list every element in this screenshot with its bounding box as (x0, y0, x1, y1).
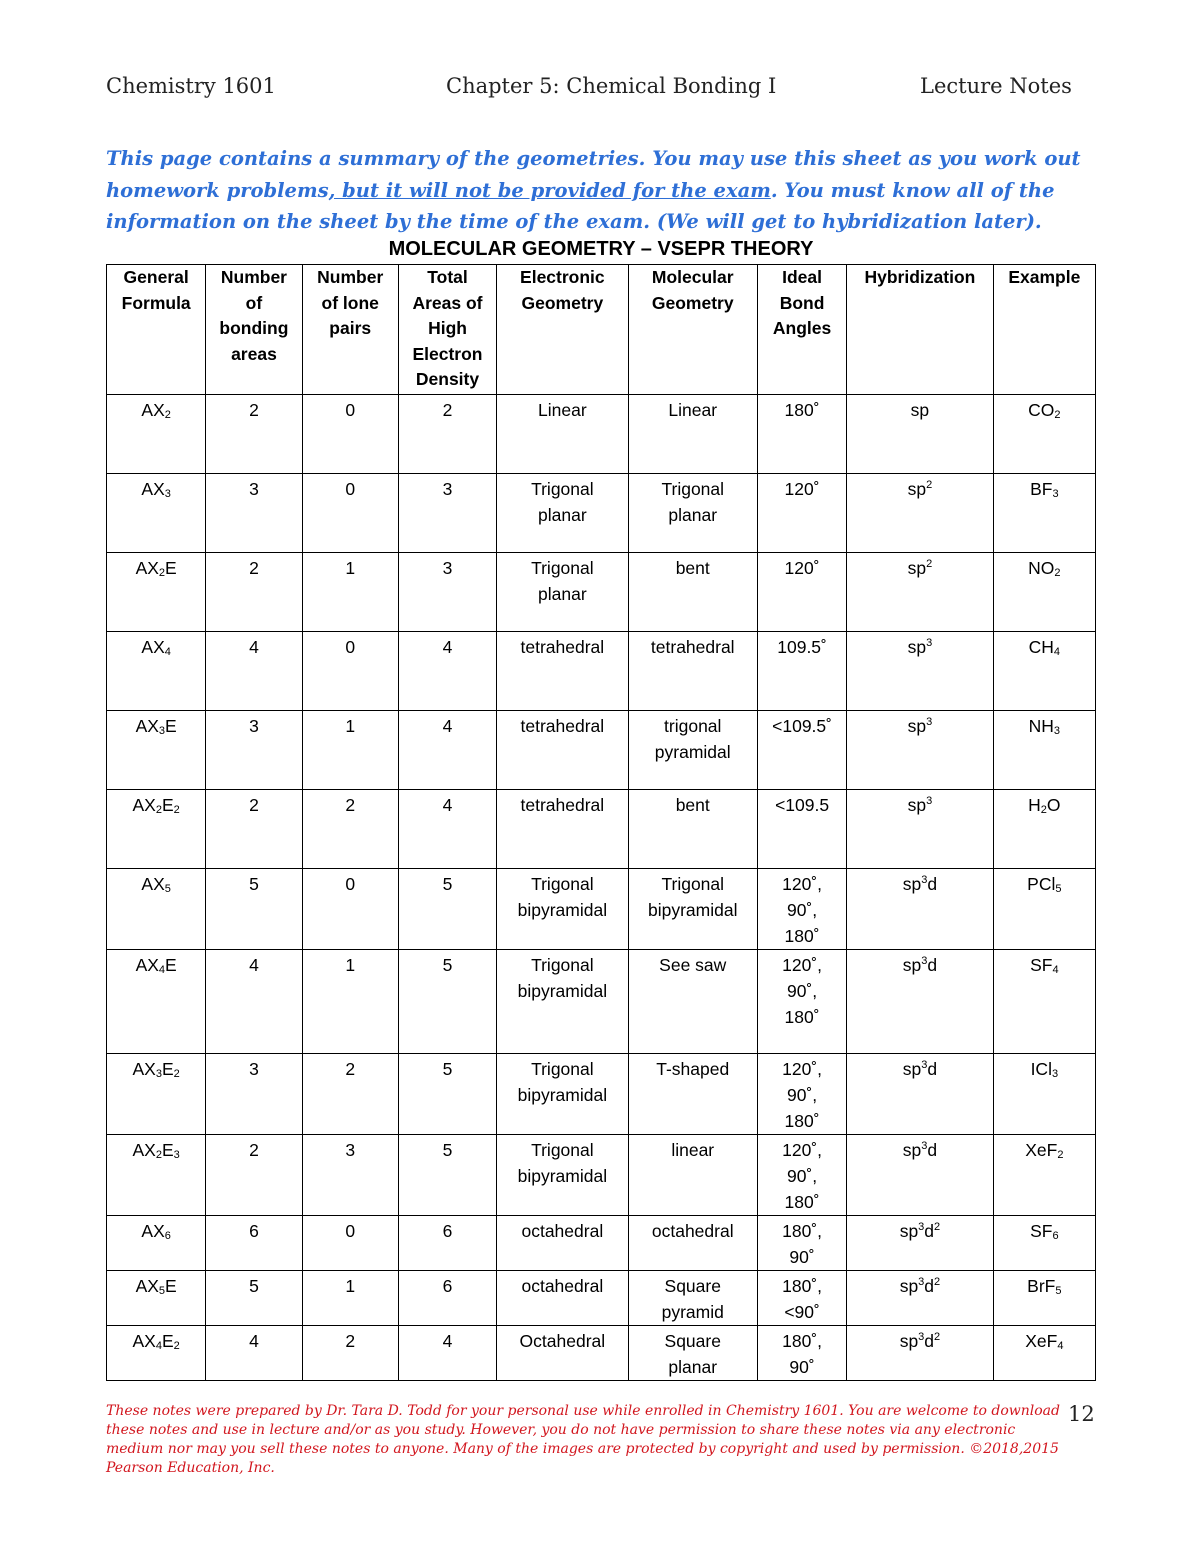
column-header-line: Areas of (412, 292, 483, 313)
electronic-geometry-cell: Trigonal bipyramidal (497, 950, 628, 1054)
column-header-line: Angles (772, 318, 832, 338)
bonding-areas-cell: 2 (206, 395, 302, 474)
hybridization-cell: $sp^2$ (847, 553, 993, 632)
bonding-areas-cell: 4 (206, 950, 302, 1054)
column-header-7 (757, 265, 846, 395)
table-title: MOLECULAR GEOMETRY – VSEPR THEORY (388, 238, 814, 260)
lone-pairs-cell: 1 (302, 711, 398, 790)
table-header-row (107, 265, 1096, 395)
column-header-line: of lone (321, 292, 379, 313)
total-areas-cell: 2 (398, 395, 496, 474)
bond-angles-cell: 120˚ (757, 553, 846, 632)
bond-angles-cell: 120˚ (757, 474, 846, 553)
page-number: 12 (1068, 1402, 1095, 1426)
electronic-geometry-cell: Linear (497, 395, 628, 474)
column-header-line: Total (427, 267, 468, 287)
bonding-areas-cell: 4 (206, 632, 302, 711)
table-row (107, 1216, 1096, 1271)
lone-pairs-cell: 0 (302, 395, 398, 474)
molecular-geometry-cell: Linear (628, 395, 757, 474)
bonding-areas-cell: 3 (206, 711, 302, 790)
column-header-line: areas (231, 343, 277, 364)
example-cell: $NO_2$ (993, 553, 1095, 632)
hybridization-cell: $sp^3$ (847, 711, 993, 790)
total-areas-cell: 5 (398, 869, 496, 950)
electronic-geometry-cell: Trigonal bipyramidal (497, 1135, 628, 1216)
formula-cell: $AX_6$ (107, 1216, 206, 1271)
lone-pairs-cell: 1 (302, 553, 398, 632)
molecular-geometry-cell: bent (628, 790, 757, 869)
molecular-geometry-cell: octahedral (628, 1216, 757, 1271)
bonding-areas-cell: 5 (206, 1271, 302, 1326)
formula-cell: $AX_5E$ (107, 1271, 206, 1326)
electronic-geometry-cell: octahedral (497, 1216, 628, 1271)
intro-part-3: . You must know all of the information on the sheet by the time of the exam. (We will get to hybridization later). (106, 178, 1055, 233)
column-header-line: Number (220, 267, 287, 287)
column-header-line: Bond (779, 292, 825, 313)
example-cell: XeF$_4$ (993, 1326, 1095, 1381)
bond-angles-cell: 120˚, 90˚, 180˚ (757, 1054, 846, 1135)
formula-cell: $AX_3E$ (107, 711, 206, 790)
molecular-geometry-cell: Square pyramid (628, 1271, 757, 1326)
molecular-geometry-cell: T-shaped (628, 1054, 757, 1135)
bonding-areas-cell: 4 (206, 1326, 302, 1381)
intro-text (106, 143, 1106, 238)
total-areas-cell: 4 (398, 711, 496, 790)
total-areas-cell: 4 (398, 790, 496, 869)
column-header-line: Molecular (651, 267, 734, 287)
formula-cell: $AX_3$ (107, 474, 206, 553)
lone-pairs-cell: 2 (302, 1326, 398, 1381)
lone-pairs-cell: 0 (302, 632, 398, 711)
example-cell: $NH_3$ (993, 711, 1095, 790)
hybridization-cell: $sp^2$ (847, 474, 993, 553)
lone-pairs-cell: 1 (302, 950, 398, 1054)
hybridization-cell: $sp^3d^2$ (847, 1216, 993, 1271)
hybridization-cell: $sp^3$ (847, 632, 993, 711)
table-row (107, 711, 1096, 790)
column-header-9 (993, 265, 1095, 395)
molecular-geometry-cell: Trigonal bipyramidal (628, 869, 757, 950)
total-areas-cell: 6 (398, 1271, 496, 1326)
column-header-4 (398, 265, 496, 395)
lone-pairs-cell: 1 (302, 1271, 398, 1326)
header-type: Lecture Notes (920, 74, 1072, 98)
bonding-areas-cell: 5 (206, 869, 302, 950)
table-row (107, 790, 1096, 869)
column-header-5 (497, 265, 628, 395)
total-areas-cell: 5 (398, 1054, 496, 1135)
column-header-line: General (123, 267, 189, 287)
table-row (107, 632, 1096, 711)
total-areas-cell: 3 (398, 553, 496, 632)
electronic-geometry-cell: Trigonal bipyramidal (497, 1054, 628, 1135)
bond-angles-cell: 109.5˚ (757, 632, 846, 711)
electronic-geometry-cell: Trigonal planar (497, 553, 628, 632)
column-header-line: Example (1008, 267, 1081, 287)
formula-cell: $AX_4$ (107, 632, 206, 711)
electronic-geometry-cell: tetrahedral (497, 711, 628, 790)
bonding-areas-cell: 3 (206, 1054, 302, 1135)
bond-angles-cell: 180˚, <90˚ (757, 1271, 846, 1326)
molecular-geometry-cell: trigonal pyramidal (628, 711, 757, 790)
column-header-line: bonding (219, 318, 289, 338)
total-areas-cell: 5 (398, 1135, 496, 1216)
electronic-geometry-cell: Octahedral (497, 1326, 628, 1381)
electronic-geometry-cell: tetrahedral (497, 632, 628, 711)
table-row (107, 869, 1096, 950)
hybridization-cell: sp (847, 395, 993, 474)
column-header-line: Hybridization (864, 267, 976, 287)
example-cell: $H_2O$ (993, 790, 1095, 869)
example-cell: $SF_6$ (993, 1216, 1095, 1271)
column-header-line: Ideal (782, 267, 823, 287)
hybridization-cell: $sp^3d$ (847, 1054, 993, 1135)
molecular-geometry-cell: Trigonal planar (628, 474, 757, 553)
column-header-line: Geometry (651, 292, 734, 313)
lone-pairs-cell: 0 (302, 1216, 398, 1271)
column-header-line: Electron (412, 343, 483, 364)
molecular-geometry-cell: tetrahedral (628, 632, 757, 711)
column-header-6 (628, 265, 757, 395)
header-course: Chemistry 1601 (106, 74, 276, 98)
formula-cell: $AX_2$ (107, 395, 206, 474)
molecular-geometry-cell: linear (628, 1135, 757, 1216)
example-cell: $SF_4$ (993, 950, 1095, 1054)
bond-angles-cell: 180˚, 90˚ (757, 1326, 846, 1381)
intro-part-1: This page contains a summary of the geometries. You may use this sheet as you work out homework problems (106, 147, 1081, 202)
column-header-line: Number (317, 267, 384, 287)
example-cell: $CO_2$ (993, 395, 1095, 474)
molecular-geometry-cell: Square planar (628, 1326, 757, 1381)
formula-cell: $AX_4E_2$ (107, 1326, 206, 1381)
total-areas-cell: 3 (398, 474, 496, 553)
bonding-areas-cell: 6 (206, 1216, 302, 1271)
total-areas-cell: 4 (398, 632, 496, 711)
lone-pairs-cell: 0 (302, 869, 398, 950)
column-header-3 (302, 265, 398, 395)
lone-pairs-cell: 0 (302, 474, 398, 553)
hybridization-cell: $sp^3d$ (847, 869, 993, 950)
formula-cell: $AX_4E$ (107, 950, 206, 1054)
example-cell: XeF$_2$ (993, 1135, 1095, 1216)
electronic-geometry-cell: octahedral (497, 1271, 628, 1326)
hybridization-cell: $sp^3d$ (847, 1135, 993, 1216)
total-areas-cell: 4 (398, 1326, 496, 1381)
formula-cell: $AX_5$ (107, 869, 206, 950)
bonding-areas-cell: 2 (206, 553, 302, 632)
lone-pairs-cell: 3 (302, 1135, 398, 1216)
column-header-1 (107, 265, 206, 395)
total-areas-cell: 5 (398, 950, 496, 1054)
example-cell: PCl$_5$ (993, 869, 1095, 950)
electronic-geometry-cell: tetrahedral (497, 790, 628, 869)
example-cell: $CH_4$ (993, 632, 1095, 711)
bonding-areas-cell: 2 (206, 790, 302, 869)
table-row (107, 395, 1096, 474)
hybridization-cell: $sp^3$ (847, 790, 993, 869)
footer-notice: These notes were prepared by Dr. Tara D. Todd for your personal use while enrolled in Chemistry 1601. You are welcome to download these notes and use in lecture and/or as you study. However, you do not have permission to share these notes via any electronic medium nor may you sell these notes to anyone. Many of the images are protected by copyright and used by permission. ©2018,2015 Pearson Education, Inc. (106, 1403, 1060, 1476)
column-header-2 (206, 265, 302, 395)
bonding-areas-cell: 3 (206, 474, 302, 553)
hybridization-cell: $sp^3d$ (847, 950, 993, 1054)
total-areas-cell: 6 (398, 1216, 496, 1271)
formula-cell: $AX_3E_2$ (107, 1054, 206, 1135)
example-cell: $BF_3$ (993, 474, 1095, 553)
column-header-line: Formula (121, 292, 191, 313)
column-header-line: Density (415, 369, 480, 389)
example-cell: BrF$_5$ (993, 1271, 1095, 1326)
bond-angles-cell: 120˚, 90˚, 180˚ (757, 950, 846, 1054)
column-header-line: of (245, 292, 263, 313)
header-chapter: Chapter 5: Chemical Bonding I (446, 74, 777, 98)
bond-angles-cell: <109.5 (757, 790, 846, 869)
table-row (107, 553, 1096, 632)
molecular-geometry-cell: bent (628, 553, 757, 632)
electronic-geometry-cell: Trigonal bipyramidal (497, 869, 628, 950)
column-header-line: pairs (329, 318, 372, 338)
hybridization-cell: $sp^3d^2$ (847, 1326, 993, 1381)
example-cell: ICl$_3$ (993, 1054, 1095, 1135)
table-row (107, 950, 1096, 1054)
table-row (107, 474, 1096, 553)
bond-angles-cell: 180˚ (757, 395, 846, 474)
lone-pairs-cell: 2 (302, 790, 398, 869)
formula-cell: $AX_2E_3$ (107, 1135, 206, 1216)
vsepr-table (106, 264, 1096, 1381)
bond-angles-cell: <109.5˚ (757, 711, 846, 790)
column-header-line: High (428, 318, 467, 338)
table-body (107, 395, 1096, 1381)
bond-angles-cell: 120˚, 90˚, 180˚ (757, 869, 846, 950)
formula-cell: $AX_2E$ (107, 553, 206, 632)
column-header-line: Geometry (521, 292, 604, 313)
column-header-line: Electronic (520, 267, 605, 287)
hybridization-cell: $sp^3d^2$ (847, 1271, 993, 1326)
bonding-areas-cell: 2 (206, 1135, 302, 1216)
column-header-8 (847, 265, 993, 395)
bond-angles-cell: 180˚, 90˚ (757, 1216, 846, 1271)
bond-angles-cell: 120˚, 90˚, 180˚ (757, 1135, 846, 1216)
table-row (107, 1054, 1096, 1135)
table-row (107, 1271, 1096, 1326)
molecular-geometry-cell: See saw (628, 950, 757, 1054)
intro-part-underlined: , but it will not be provided for the exam (328, 178, 771, 202)
electronic-geometry-cell: Trigonal planar (497, 474, 628, 553)
table-row (107, 1326, 1096, 1381)
lone-pairs-cell: 2 (302, 1054, 398, 1135)
formula-cell: $AX_2E_2$ (107, 790, 206, 869)
table-row (107, 1135, 1096, 1216)
